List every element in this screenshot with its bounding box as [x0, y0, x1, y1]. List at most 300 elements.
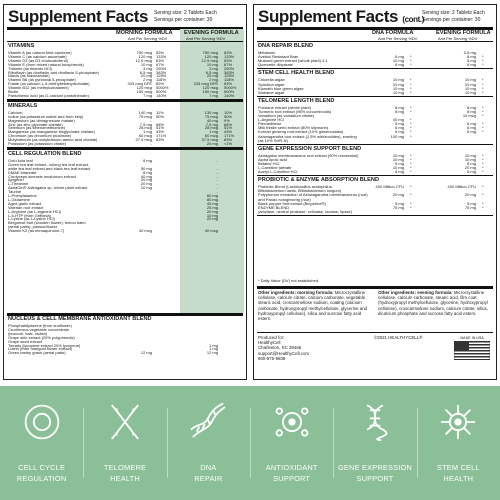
evening-amount: 400 Million CFU: [447, 184, 476, 190]
benefit-label-line1: CELL CYCLE: [18, 463, 66, 472]
serving-info-right: Serving size: 2 Tablets Each Servings per container: 30: [422, 10, 485, 23]
supplement-facts-panel-right: Supplement Facts (cont.) Serving size: 2 Tablets Each Servings per container: 30 DNA FORMULA EVENING FORMULA Amt Per Serving %DV Amt Per Serving %DV DNA REPAIR BLEND Melatonin 0.8 mg Avebiol Resistant Bran 6 mg * 8 mg * Mustard green extract (whole plant) 4:1 10 mg * 8 mg * Quercetin dihydrate 6 mg * 6 mg * STEM CELL HEALTH BLEND Chlorella algae 10 mg * 10 mg * Spirulina algae 10 mg * 10 mg * Klamath blue green algae 10 mg * 10 mg * Wakame algae 10 mg * 10 mg * TELOMERE LENGTH BLEND Purslane extract (whole plant) 8 mg * 8 mg * Turmeric root extract (95% curcuminoids) 8 mg * 8 mg * Vanadium (as vanadium citrate) 10 mcg * L-Arginine HCl 40 mg * Pterostilbene 6 mg * 6 mg * Milk thistle seed extract (80% silymarin) 6 mg * 6 mg * Korean ginseng root extract (10% ginsenosides) 6 mg * 6 mg * Ashwagandha root extract (2.5% withanolides), evening 100 mg * (as 10% SHR-N) GENE EXPRESSION SUPPORT BLEND Astragalus membranaceus root extract (90% resveratrol) 10 mg * 10 mg * Alpha lipoic acid 10 mg * 10 mg * Betaine HCl 6 mg * 6 mg * L-Carnitine tartrate 10 mg * 20 mg * Acetyl L-Carnitine HCl 6 mg * 6 mg * PROBIOTIC & ENZYME ABSORPTION BLEND Probiotic Blend (Lactobacillus acidophilus, 400 Million CFU * 400 Million CFU * Bifidobacterium lactis, Bifidobacterium longum) Polyphenon extraction of Ashwagandha membranaceus (root) 20 mg * 20 mg * and Panax notoginseng (root) Black pepper fruit extract (Bioperine®) 5 mg * 5 mg * ENZYME BLEND 75 mg * 75 mg * (amylase, neutral protease, cellulase, lactase, lipase) * Daily Value (DV) not established. Other ingredients: morning formula: Microcrystalline cellulose, calcium citrate, calcium carbonate, vegetable stearic acid, croscarmellose sodium, coating (calcium carbonate, hydroxypropyl methylcellulose, glycerine and hydroxypropyl cellulose), silica and sucrose fatty acid esters. Other ingredients: evening formula: Microcrystalline cellulose, calcium carbonate, stearic acid, film coat (hydroxypropyl methylcellulose, glycerine, hydroxypropyl cellulose), croscarmellose sodium, calcium citrate, silica, dicalcium phosphate and sucrose fatty acid esters. Produced for: HealthyCell Charleston, SC 29466 support@HealthyCell.com 800-975-9608 ©2021 HEALTHYCELL® MADE IN USA: [253, 4, 497, 380]
morning-amount: 20 mg: [140, 177, 152, 183]
evening-amount: 6 mg: [467, 129, 476, 135]
evening-dv: 83%: [224, 81, 233, 87]
evening-dv: 171%: [224, 133, 235, 139]
evening-dv: 383%: [224, 69, 235, 75]
evening-dv: *: [482, 108, 484, 114]
dna-dv: *: [410, 62, 412, 68]
ingredient-name: Alpha lipoic acid: [258, 156, 287, 162]
ingredient-name: Riboflavin (as riboflavin and riboflavin 5-phosphate): [8, 69, 99, 75]
ingredient-name: Magnesium (as dimagnesium malate): [8, 117, 75, 123]
ingredient-name: Avebiol Resistant Bran: [258, 54, 299, 60]
ingredient-name: Vanadium (as vanadium citrate): [258, 113, 315, 118]
evening-amount: 80 mg: [206, 196, 218, 202]
evening-dv: 50%: [224, 113, 233, 119]
dna-dv: *: [410, 129, 412, 135]
ingredient-name: Gotu kola leaf: [8, 157, 33, 163]
evening-amount: 3 mg: [209, 65, 218, 71]
morning-amount: 10 mg: [140, 185, 152, 191]
ingredient-name: white tea leaf extract and black tea leaf extract: [8, 165, 91, 171]
evening-amount: 10 mg: [206, 212, 218, 218]
evening-amount: 75 mg: [464, 204, 476, 210]
benefit-label-line1: DNA: [200, 463, 217, 472]
ingredient-name: Chlorella algae: [258, 77, 285, 83]
evening-amount: 20 mg: [206, 73, 218, 79]
ingredient-name: Vitamin E (from mixed natural tocopherols): [8, 61, 84, 67]
dna-amount: 6 mg: [395, 62, 404, 68]
morning-amount: 12.5 mcg: [135, 57, 152, 63]
evening-amount: 10 mg: [464, 152, 476, 158]
evening-amount: 20 mg: [206, 216, 218, 222]
ingredient-name: L-Glutamine: [8, 196, 30, 202]
morning-amount: 2 mg: [143, 77, 152, 83]
benefit-label-line2: HEALTH: [110, 474, 140, 483]
evening-amount: 750 mcg: [202, 50, 218, 55]
evening-dv: *: [482, 54, 484, 60]
morning-dv: 68%: [156, 121, 165, 127]
evening-dv: 500%: [224, 89, 235, 94]
evening-amount: 10 mg: [464, 77, 476, 83]
ingredient-name: Black pepper fruit extract (Bioperine®): [258, 200, 326, 206]
dna-amount: 10 mg: [392, 77, 404, 83]
ingredient-name: Purslane extract (whole plant): [258, 104, 311, 110]
benefit-dna: [167, 386, 250, 500]
evening-amount: 1 mg: [209, 129, 218, 135]
evening-amount: 8 mg: [467, 58, 476, 64]
ingredient-name: Vitamin B12 (as methylcobalamin): [8, 85, 69, 91]
antioxidant-icon: [272, 402, 312, 442]
benefit-label-line2: REPAIR: [194, 474, 223, 483]
morning-amount: 8 mg: [143, 157, 152, 163]
other-ingredients-morning: Other ingredients: morning formula: Microcrystalline cellulose, calcium citrate, calcium carbonate, vegetable stearic acid, croscarmellose sodium, coating (calcium carbonate, hydroxypropyl methylcellulose, glycerine and hydroxypropyl cellulose), silica and sucrose fatty acid esters.: [258, 290, 368, 322]
evening-amount: 150 mcg: [202, 89, 218, 94]
evening-amount: 130 mg: [204, 109, 218, 115]
evening-dv: *: [482, 113, 484, 118]
section-title: NUCLEUS & CELL MEMBRANE ANTIOXIDANT BLEND: [8, 316, 152, 322]
evening-dv: *: [482, 121, 484, 127]
evening-dv: 68%: [224, 121, 233, 127]
dna-dv: *: [410, 81, 412, 87]
dna-amount: 10 mg: [392, 81, 404, 87]
ingredient-name: Klamath blue green algae: [258, 85, 304, 91]
usa-flag-icon: [454, 341, 490, 360]
morning-amount: 7 mg: [143, 92, 152, 98]
evening-amount: 120 mg: [204, 53, 218, 59]
dna-dv: *: [410, 165, 412, 170]
evening-amount: 60 mg: [206, 193, 218, 198]
morning-dv: 383%: [156, 69, 167, 75]
evening-amount: -: [216, 185, 218, 191]
ingredient-name: Mustard green extract (whole plant) 4:1: [258, 58, 328, 64]
evening-amount: 5 mg: [467, 200, 476, 206]
morning-dv: 50%: [156, 113, 165, 119]
evening-amount: -: [216, 181, 218, 187]
morning-amount: 10 mg: [140, 61, 152, 67]
ingredient-name: Manganese (as manganese bisglycinate chelate): [8, 129, 95, 135]
dna-dv: *: [410, 156, 412, 162]
evening-amount: 10 mg: [464, 156, 476, 162]
ingredient-name: Bergamot fruit (wooden flower), lemon balm: [8, 220, 86, 226]
morning-dv: 133%: [156, 53, 167, 59]
section-title: GENE EXPRESSION SUPPORT BLEND: [258, 145, 362, 152]
dna-dv: *: [410, 104, 412, 110]
benefit-cell-cycle: [0, 386, 83, 500]
evening-dv: 10%: [224, 109, 233, 115]
morning-dv: 63%: [156, 57, 165, 63]
dna-dv: *: [410, 160, 412, 166]
ingredient-name: Milk thistle seed extract (80% silymarin): [258, 125, 329, 131]
evening-amount: 333 mcg DFE: [193, 81, 218, 87]
morning-amount: 150 mcg: [136, 89, 152, 94]
benefit-label-line1: GENE EXPRESSION: [337, 463, 413, 472]
evening-amount: -: [216, 165, 218, 171]
ingredient-name: Molybdenum (as molybdenum amino acid chelate): [8, 137, 98, 143]
dna-amount: 40 mg: [392, 117, 404, 123]
benefit-label-line2: REGULATION: [16, 474, 67, 483]
evening-dv: *: [482, 104, 484, 110]
dna-dv: *: [410, 133, 412, 139]
evening-amount: 8 mg: [467, 104, 476, 110]
morning-amount: 1 mg: [143, 129, 152, 135]
morning-header: MORNING FORMULA: [116, 30, 173, 36]
section-title: MINERALS: [8, 102, 38, 109]
ingredient-name: ENZYME BLEND: [258, 204, 290, 210]
evening-dv: *: [482, 77, 484, 83]
ingredient-name: L-Carnitine tartrate: [258, 165, 292, 170]
dna-dv: *: [410, 117, 412, 123]
supplement-facts-panel-left: [3, 4, 247, 380]
benefit-label-line2: SUPPORT: [273, 474, 311, 483]
benefit-divider: [167, 408, 168, 478]
dna-dv: *: [410, 89, 412, 95]
evening-dv: 63%: [224, 57, 233, 63]
evening-amount: 10 mg: [464, 89, 476, 95]
ingredient-name: (broccoli, kale, radish): [8, 330, 48, 336]
ingredient-name: L-Phenylalanine: [8, 193, 37, 198]
ingredient-name: Quercetin dihydrate: [258, 62, 293, 68]
ingredient-name: Bifidobacterium lactis, Bifidobacterium longum): [258, 188, 342, 194]
ingredient-name: (as 10% SHR-N): [258, 137, 288, 143]
benefits-bar: [0, 386, 500, 500]
dna-dv: *: [410, 184, 412, 190]
evening-dv: 5000%: [224, 85, 237, 91]
evening-amount: 6.5 mg: [205, 69, 218, 75]
morning-amount: 40 mcg: [138, 228, 152, 234]
ingredient-name: Aged garlic extract: [8, 200, 42, 206]
evening-amount: 12.5 mcg: [201, 57, 218, 63]
ingredient-name: (amylase, neutral protease, cellulase, lactase, lipase): [258, 208, 353, 214]
dna-dv: *: [410, 85, 412, 91]
morning-dv: 43%: [156, 129, 165, 135]
evening-amount: 6 mg: [467, 169, 476, 175]
evening-dv: 250%: [224, 65, 235, 71]
evening-dv: *: [482, 58, 484, 64]
ingredient-name: Polyphenon extraction of Ashwagandha membranaceus (root): [258, 192, 368, 198]
evening-dv: 140%: [224, 92, 235, 98]
evening-amount: 10 mcg: [462, 113, 476, 118]
evening-amount: -: [216, 173, 218, 179]
ingredient-name: Taurine: [8, 189, 22, 195]
ingredient-name: Vitamin C (as calcium ascorbate): [8, 53, 67, 59]
morning-amount: 140 mg: [138, 109, 152, 115]
evening-amount: 20 mg: [206, 208, 218, 214]
morning-amount: 7.5 mg: [139, 121, 152, 127]
evening-dv: 83%: [224, 137, 233, 143]
dna-dv: *: [410, 125, 412, 131]
serving-size: Serving size: 2 Tablets Each: [154, 10, 217, 16]
ingredient-name: Zinc (as zinc glycinate chelate): [8, 121, 63, 127]
dna-dv: *: [410, 192, 412, 198]
benefit-antioxidant: [250, 386, 333, 500]
ingredient-name: L-5-HTP (from Griffonia): [8, 212, 51, 218]
ingredient-name: Vitamin B6 (as pyridoxal 5-phosphate): [8, 77, 76, 83]
evening-dv: *: [482, 89, 484, 95]
evening-amount: 120 mcg: [202, 85, 218, 91]
cell-cycle-icon: [22, 402, 62, 442]
dna-amount: 100 mg: [390, 133, 404, 139]
ingredient-name: L-Arginine HCl: [258, 117, 285, 123]
evening-header: EVENING FORMULA: [184, 30, 239, 36]
evening-amount: 1 mg: [209, 342, 218, 348]
benefit-divider: [83, 408, 84, 478]
evening-amount: 0.8 mg: [463, 50, 476, 55]
ingredient-name: Ashwagandha root extract (2.5% withanolides), evening: [258, 133, 357, 139]
evening-dv: *: [482, 169, 484, 175]
morning-dv: 83%: [156, 81, 165, 87]
evening-dv: *: [482, 200, 484, 206]
ingredient-name: Turmeric root extract (95% curcuminoids): [258, 108, 332, 114]
ingredient-name: L-Arginine (as L-arginine HCl): [8, 208, 61, 214]
morning-amount: 333 mcg DFE: [127, 81, 152, 87]
morning-amount: 6.5 mg: [139, 69, 152, 75]
evening-amount: 6 mg: [467, 121, 476, 127]
section-title: PROBIOTIC & ENZYME ABSORPTION BLEND: [258, 177, 379, 184]
evening-amount: -: [216, 177, 218, 183]
evening-amount: -: [216, 169, 218, 175]
evening-amount: 20 mg: [464, 192, 476, 198]
serving-info: [154, 10, 217, 24]
dna-amount: 400 Million CFU: [375, 184, 404, 190]
section-title: VITAMINS: [8, 43, 35, 49]
dna-amount: 6 mg: [395, 54, 404, 60]
ingredient-name: Valerian root extract: [8, 204, 44, 210]
evening-amount: 6 mg: [467, 125, 476, 131]
benefit-divider: [417, 408, 418, 478]
dna-amount: 6 mg: [395, 169, 404, 175]
evening-amount: 10 mg: [464, 85, 476, 91]
dna-amount: 6 mg: [395, 129, 404, 135]
benefit-divider: [250, 408, 251, 478]
evening-amount: 28 mcg: [204, 125, 218, 131]
evening-amount: 37.5 mcg: [201, 137, 218, 143]
ingredient-name: Pantothenic acid (as D-calcium pantothenate): [8, 92, 89, 98]
morning-amount: 750 mcg: [136, 50, 152, 55]
ingredient-name: Apigenin: [8, 177, 24, 183]
ingredient-name: Tomato (lycopene extract 20% lycopene): [8, 342, 81, 348]
ingredient-name: Calcium: [8, 109, 23, 115]
evening-amount: 2 mg: [209, 77, 218, 83]
dna-amount: 20 mg: [392, 192, 404, 198]
dna-amount: 10 mg: [392, 165, 404, 170]
ingredient-name: Grape skin extract (20% polyphenols): [8, 334, 75, 340]
morning-amount: -: [150, 117, 152, 123]
section-title: STEM CELL HEALTH BLEND: [258, 70, 335, 77]
morning-dv: 171%: [156, 133, 167, 139]
morning-dv: 11%: [156, 109, 164, 115]
dna-dv: *: [410, 204, 412, 210]
evening-amount: 75 mcg: [204, 113, 218, 119]
evening-amount: 7.5 mg: [205, 121, 218, 127]
morning-amount: 12 mg: [140, 350, 152, 356]
morning-dv: 250%: [156, 65, 167, 71]
dna-amount: 8 mg: [395, 108, 404, 114]
evening-amount: 8 mg: [467, 54, 476, 60]
evening-amount: 40 mg: [206, 117, 218, 123]
evening-dv: *: [482, 192, 484, 198]
evening-amount: 7 mg: [209, 92, 218, 98]
morning-amount: 40 mg: [140, 173, 152, 179]
dna-amount: 8 mg: [395, 104, 404, 110]
dna-amount: 6 mg: [395, 121, 404, 127]
morning-dv: 83%: [156, 50, 165, 55]
evening-dv: 133%: [224, 53, 235, 59]
ingredient-name: Selenium (as selenomethionine): [8, 125, 66, 131]
evening-amount: 10 mg: [464, 81, 476, 87]
evening-amount: 40 mg: [206, 200, 218, 206]
morning-amount: 120 mg: [138, 53, 152, 59]
dna-dv: *: [410, 121, 412, 127]
benefit-divider: [333, 408, 334, 478]
benefit-gene-expression: [333, 386, 416, 500]
ingredient-name: Vitamin A (as natural beta carotene): [8, 50, 72, 55]
dna-amount: 5 mg: [395, 200, 404, 206]
evening-dv: 118%: [224, 77, 234, 83]
ingredient-name: Cruciferous vegetable concentrate: [8, 326, 69, 332]
evening-dv: *: [482, 152, 484, 158]
evening-amount: 20 mg: [464, 165, 476, 170]
ingredient-name: Astragalus membranaceus root extract (90% resveratrol): [258, 152, 359, 158]
evening-amount: 6 mg: [467, 160, 476, 166]
morning-amount: 20 mg: [140, 181, 152, 187]
dna-dv: *: [410, 108, 412, 114]
evening-dv: *: [482, 156, 484, 162]
evening-dv: *: [482, 62, 484, 68]
evening-subheader: Amt Per Serving %DV: [186, 36, 226, 41]
ingredient-name: and Panax notoginseng (root): [258, 196, 311, 202]
ingredient-name: Probiotic Blend (Lactobacillus acidophilus,: [258, 184, 333, 190]
evening-dv: 43%: [224, 129, 233, 135]
ingredient-name: Chromium (as chromium picolinate): [8, 133, 72, 139]
evening-amount: -: [216, 189, 218, 195]
morning-dv: 83%: [156, 137, 165, 143]
dna-amount: 10 mg: [392, 58, 404, 64]
panel-title: Supplement Facts: [8, 7, 149, 26]
morning-dv: 500%: [156, 89, 167, 94]
benefit-stem-cell: [417, 386, 500, 500]
morning-amount: 60 mcg: [138, 133, 152, 139]
morning-subheader: Amt Per Serving %DV: [128, 36, 168, 41]
ingredient-name: Spirulina algae: [258, 81, 285, 87]
dna-amount: 10 mg: [392, 89, 404, 95]
evening-dv: *: [482, 125, 484, 131]
dna-dv: *: [410, 77, 412, 83]
ingredient-name: Niacin (as niacinamide): [8, 73, 50, 79]
evening-dv: *: [482, 165, 484, 170]
dv-note: * Daily Value (DV) not established.: [258, 278, 320, 283]
benefit-label-line1: TELOMERE: [103, 463, 147, 472]
evening-amount: 12 mg: [206, 350, 218, 356]
evening-dv: 67%: [224, 61, 233, 67]
evening-dv: *: [482, 204, 484, 210]
evening-dv: 51%: [224, 125, 233, 131]
evening-dv: *: [482, 184, 484, 190]
benefit-label-line2: HEALTH: [443, 474, 474, 483]
copyright: ©2021 HEALTHYCELL®: [374, 335, 423, 340]
made-in-usa-flag: MADE IN USA: [454, 336, 490, 360]
dna-amount: 10 mg: [392, 152, 404, 158]
section-title: TELOMERE LENGTH BLEND: [258, 97, 335, 104]
ingredient-name: (aerial parts), passionflower: [8, 224, 58, 230]
evening-amount: 40 mcg: [204, 228, 218, 234]
morning-amount: 8 mg: [143, 169, 152, 175]
morning-dv: 125%: [156, 73, 167, 79]
morning-dv: 51%: [156, 125, 165, 131]
evening-amount: 6 mg: [467, 62, 476, 68]
morning-dv: 67%: [156, 61, 165, 67]
ingredient-name: Potassium (as potassium citrate): [8, 141, 67, 146]
section-title: CELL REGULATION BLEND: [8, 150, 82, 157]
benefit-label-line1: STEM CELL: [436, 463, 480, 472]
dna-dv: *: [410, 58, 412, 64]
produced-for: Produced for: HealthyCell Charleston, SC 29466 support@HealthyCell.com 800-975-9608: [258, 335, 310, 361]
ingredient-name: Thiamin (as thiamin HCl): [8, 65, 53, 71]
evening-amount: 20 mg: [206, 141, 218, 146]
dna-amount: 10 mg: [392, 156, 404, 162]
dna-dv: *: [410, 54, 412, 60]
morning-amount: 20 mg: [140, 73, 152, 79]
ingredient-name: Acetyl L-Carnitine HCl: [258, 169, 298, 175]
ingredient-name: Grape seed extract: [8, 338, 43, 344]
stem-cell-icon: [438, 402, 478, 442]
benefit-label-line2: SUPPORT: [356, 474, 394, 483]
evening-amount: 10 mg: [206, 61, 218, 67]
morning-amount: -: [150, 141, 152, 146]
section-title: DNA REPAIR BLEND: [258, 43, 314, 49]
morning-amount: 28 mcg: [138, 125, 152, 131]
ingredient-name: Lutein (from marigold flower extract): [8, 346, 73, 352]
evening-dv: 9%: [224, 117, 230, 123]
ingredient-name: Green barley grass (aerial parts): [8, 350, 66, 356]
dna-dv: *: [410, 152, 412, 158]
ingredient-name: Folate (as calcium L-5-methyltetrahydrofolate): [8, 81, 90, 87]
ingredient-name: Korean ginseng root extract (10% ginsenosides): [258, 129, 344, 135]
ingredient-name: Phosphatidylserine (from sunflower): [8, 323, 72, 328]
evening-dv: <1%: [224, 141, 233, 146]
evening-amount: 1 mg: [209, 346, 218, 352]
morning-amount: 75 mcg: [138, 113, 152, 119]
telomere-icon: [105, 402, 145, 442]
servings-per-container: Servings per container: 30: [154, 17, 213, 23]
morning-amount: 50 mg: [140, 165, 152, 171]
dna-dv: *: [410, 200, 412, 206]
dna-icon: [188, 402, 228, 442]
morning-dv: 5000%: [156, 85, 169, 91]
ingredient-name: Wakame algae: [258, 89, 285, 95]
evening-dv: *: [482, 160, 484, 166]
dna-header: DNA FORMULA: [372, 30, 414, 36]
